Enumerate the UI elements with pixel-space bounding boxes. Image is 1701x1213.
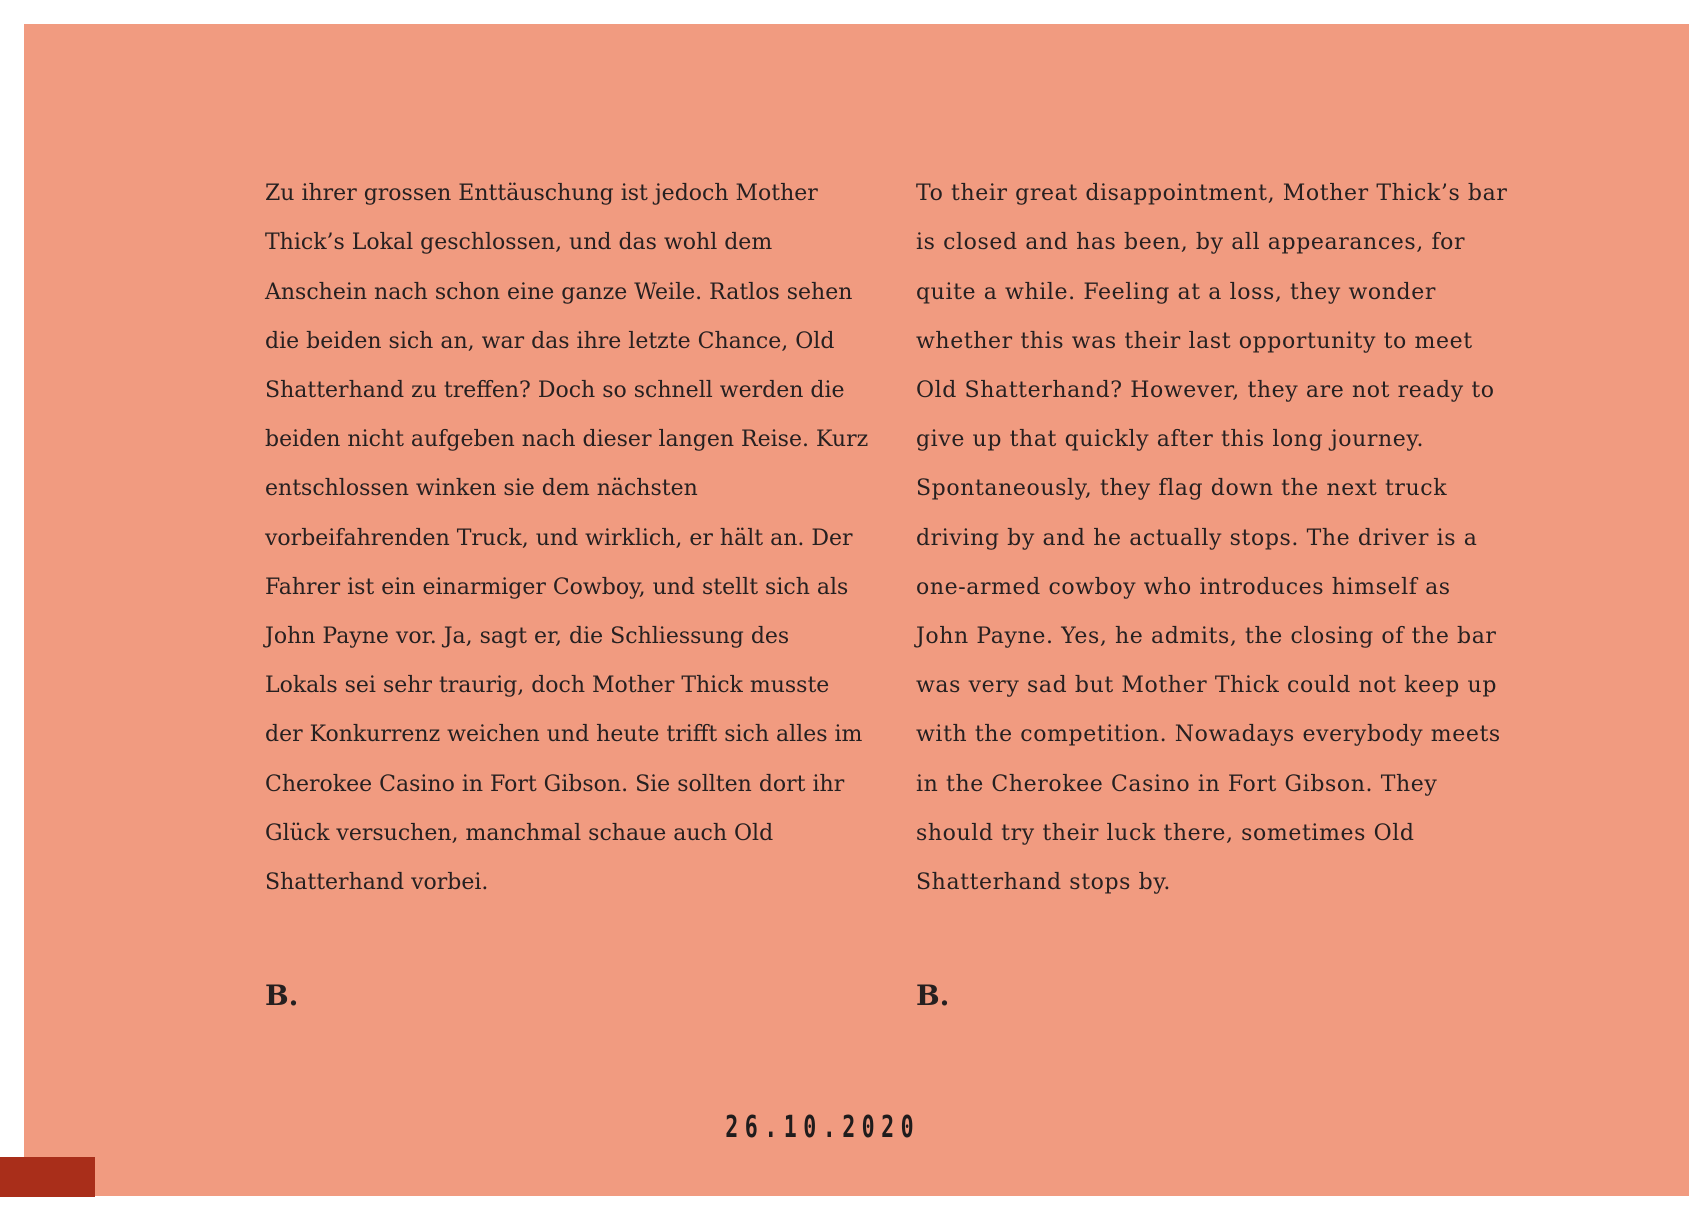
english-text-column <box>916 120 1536 1062</box>
document-page <box>24 24 1689 1196</box>
footer-date: 26.10.2020 <box>725 1110 921 1145</box>
german-signature: B. <box>265 979 299 1013</box>
english-paragraph: To their great disappointment, Mother Thick’s bar is closed and has been, by all appearances, for quite a while. Feeling at a loss, they wonder whether this was their last opportunity to meet Old Shatterhand? However, they are not ready to give up that quickly after this long journey. Spontaneously, they flag down the next truck driving by and he actually stops. The driver is a one-armed cowboy who introduces himself as John Payne. Yes, he admits, the closing of the bar was very sad but Mother Thick could not keep up with the competition. Nowadays everybody meets in the Cherokee Casino in Fort Gibson. They should try their luck there, sometimes Old Shatterhand stops by. <box>916 181 1508 896</box>
english-signature: B. <box>916 979 950 1013</box>
german-paragraph: Zu ihrer grossen Enttäuschung ist jedoch Mother Thick’s Lokal geschlossen, und das wohl dem Anschein nach schon eine ganze Weile. Ratlos sehen die beiden sich an, war das ihre letzte Chance, Old Shatterhand zu treffen? Doch so schnell werden die beiden nicht aufgeben nach dieser langen Reise. Kurz entschlossen winken sie dem nächsten vorbeifahrenden Truck, und wirklich, er hält an. Der Fahrer ist ein einarmiger Cowboy, und stellt sich als John Payne vor. Ja, sagt er, die Schliessung des Lokals sei sehr traurig, doch Mother Thick musste der Konkurrenz weichen und heute trifft sich alles im Cherokee Casino in Fort Gibson. Sie sollten dort ihr Glück versuchen, manchmal schaue auch Old Shatterhand vorbei. <box>265 181 869 896</box>
german-text-column <box>265 120 885 1062</box>
corner-accent-block <box>0 1157 95 1197</box>
